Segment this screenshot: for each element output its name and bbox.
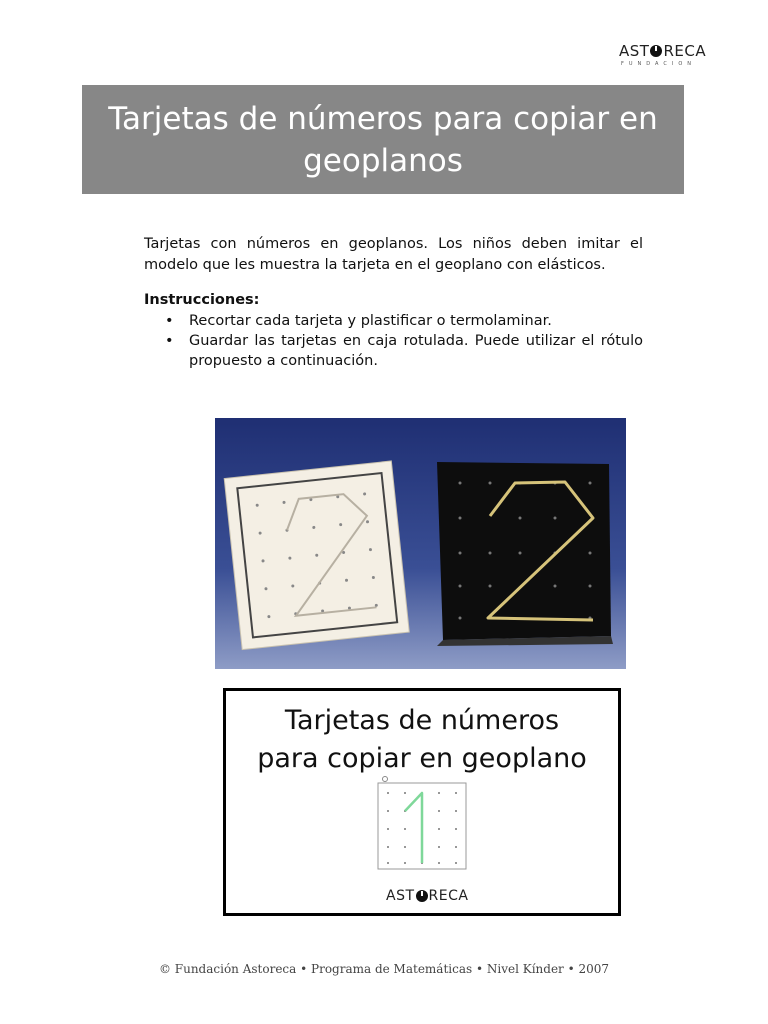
black-geoboard <box>437 462 613 646</box>
white-geoboard <box>224 461 409 650</box>
label-title-line1: Tarjetas de números <box>284 705 560 736</box>
label-title-line2: para copiar en geoplano <box>257 743 587 774</box>
astoreca-logo <box>619 42 709 68</box>
logo-mark-icon <box>650 45 662 57</box>
instruction-item: • Guardar las tarjetas en caja rotulada. Puede utilizar el rótulo propuesto a continuación. <box>144 331 643 371</box>
logo-mark-icon <box>416 890 428 902</box>
instruction-item: • Recortar cada tarjeta y plastificar o termolaminar. <box>144 311 643 331</box>
logo-text-right: RECA <box>663 42 707 60</box>
logo-subtitle: FUNDACION <box>621 61 697 67</box>
geoboards-photo <box>215 418 626 669</box>
astoreca-logo-small <box>386 888 468 904</box>
logo-text-left: AST <box>386 888 415 904</box>
footer-text: © Fundación Astoreca • Programa de Matemáticas • Nivel Kínder • 2007 <box>158 962 610 976</box>
page-title: Tarjetas de números para copiar en geoplanos <box>108 100 658 179</box>
intro-paragraph: Tarjetas con números en geoplanos. Los niños deben imitar el modelo que les muestra la tarjeta en el geoplano con elásticos. <box>144 236 643 273</box>
title-banner <box>82 85 684 194</box>
box-label-card <box>223 688 621 916</box>
label-title <box>226 702 618 778</box>
logo-text-left: AST <box>619 42 650 60</box>
logo-text-right: RECA <box>428 888 469 904</box>
instructions-list <box>144 311 643 371</box>
instructions-heading: Instrucciones: <box>144 292 260 308</box>
mini-geoboard-number-one <box>376 775 470 871</box>
